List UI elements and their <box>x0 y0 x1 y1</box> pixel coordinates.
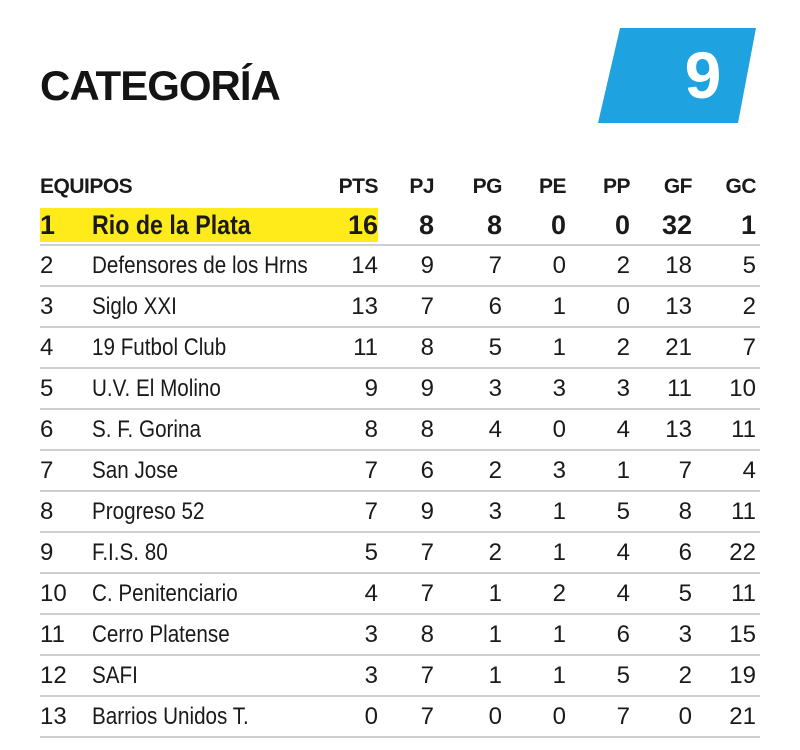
cell-pj: 8 <box>420 621 434 648</box>
cell-pe: 0 <box>552 703 566 730</box>
cell-gf: 5 <box>678 580 692 607</box>
cell-gc: 4 <box>742 457 756 484</box>
cell-pts: 4 <box>364 580 378 607</box>
cell-pos: 9 <box>40 539 54 566</box>
cell-pg: 2 <box>488 457 502 484</box>
cell-gc: 2 <box>742 293 756 320</box>
cell-team: Barrios Unidos T. <box>92 703 249 730</box>
cell-pj: 9 <box>420 498 434 525</box>
cell-pos: 3 <box>40 293 54 320</box>
cell-team: San Jose <box>92 457 179 484</box>
table-row <box>40 287 760 328</box>
table-row <box>40 451 760 492</box>
cell-pg: 5 <box>488 334 502 361</box>
cell-pts: 16 <box>347 210 378 240</box>
cell-pj: 8 <box>418 210 434 240</box>
cell-team: S. F. Gorina <box>92 416 201 443</box>
cell-pp: 2 <box>616 334 630 361</box>
cell-pp: 5 <box>616 662 630 689</box>
cell-pe: 1 <box>552 662 566 689</box>
cell-pg: 2 <box>488 539 502 566</box>
cell-gf: 7 <box>678 457 692 484</box>
cell-pos: 2 <box>40 252 54 279</box>
cell-pe: 3 <box>552 457 566 484</box>
cell-gc: 11 <box>731 416 756 443</box>
header-team: EQUIPOS <box>40 175 133 198</box>
cell-pos: 6 <box>40 416 54 443</box>
header-gc: GC <box>725 175 756 198</box>
cell-team: C. Penitenciario <box>92 580 238 607</box>
cell-pe: 0 <box>550 210 566 240</box>
cell-pe: 2 <box>552 580 566 607</box>
cell-team: Rio de la Plata <box>92 210 251 240</box>
cell-pj: 8 <box>420 334 434 361</box>
cell-pp: 0 <box>614 210 630 240</box>
cell-team: Siglo XXI <box>92 293 177 320</box>
cell-team: SAFI <box>92 662 138 689</box>
category-number: 9 <box>684 38 722 112</box>
cell-gc: 21 <box>729 703 756 730</box>
cell-pts: 8 <box>364 416 378 443</box>
cell-pj: 7 <box>420 539 434 566</box>
cell-pg: 4 <box>488 416 502 443</box>
cell-gf: 13 <box>665 293 692 320</box>
cell-pj: 9 <box>420 252 434 279</box>
cell-pos: 7 <box>40 457 54 484</box>
cell-pg: 0 <box>488 703 502 730</box>
cell-pp: 6 <box>616 621 630 648</box>
cell-pos: 5 <box>40 375 54 402</box>
cell-pts: 14 <box>351 252 378 279</box>
cell-gc: 11 <box>731 580 756 607</box>
table-row <box>40 410 760 451</box>
cell-pg: 8 <box>486 210 502 240</box>
table-row <box>40 574 760 615</box>
cell-pg: 1 <box>488 662 502 689</box>
cell-pts: 11 <box>353 334 378 361</box>
cell-gf: 11 <box>667 375 692 402</box>
table-row <box>40 246 760 287</box>
cell-pos: 11 <box>40 621 65 648</box>
header-pts: PTS <box>338 175 378 198</box>
cell-pos: 13 <box>40 703 67 730</box>
cell-team: Defensores de los Hrns <box>92 252 308 279</box>
cell-pe: 0 <box>552 252 566 279</box>
table-row <box>40 492 760 533</box>
header-gf: GF <box>663 175 692 198</box>
cell-pos: 12 <box>40 662 67 689</box>
cell-pg: 6 <box>488 293 502 320</box>
header-pe: PE <box>538 175 566 198</box>
cell-pg: 1 <box>488 621 502 648</box>
cell-gf: 3 <box>678 621 692 648</box>
page-title: CATEGORÍA <box>40 62 280 109</box>
cell-pj: 7 <box>420 703 434 730</box>
cell-team: F.I.S. 80 <box>92 539 168 566</box>
cell-team: U.V. El Molino <box>92 375 221 402</box>
cell-pts: 7 <box>364 457 378 484</box>
cell-pts: 13 <box>351 293 378 320</box>
cell-gf: 2 <box>678 662 692 689</box>
cell-gc: 7 <box>742 334 756 361</box>
cell-pp: 4 <box>616 416 630 443</box>
cell-pos: 10 <box>40 580 67 607</box>
cell-pg: 7 <box>488 252 502 279</box>
cell-pp: 0 <box>616 293 630 320</box>
cell-pe: 0 <box>552 416 566 443</box>
cell-pp: 2 <box>616 252 630 279</box>
cell-team: Cerro Platense <box>92 621 230 648</box>
cell-pe: 1 <box>552 498 566 525</box>
cell-pts: 5 <box>364 539 378 566</box>
cell-pe: 1 <box>552 621 566 648</box>
category-badge <box>598 28 756 123</box>
cell-gf: 6 <box>678 539 692 566</box>
cell-gf: 21 <box>665 334 692 361</box>
cell-pj: 7 <box>420 662 434 689</box>
table-row <box>40 206 760 246</box>
cell-gc: 11 <box>731 498 756 525</box>
cell-team: Progreso 52 <box>92 498 205 525</box>
header-pp: PP <box>602 175 630 198</box>
table-row <box>40 533 760 574</box>
cell-pj: 9 <box>420 375 434 402</box>
cell-gc: 22 <box>729 539 756 566</box>
cell-gc: 5 <box>742 252 756 279</box>
header-pj: PJ <box>409 175 434 198</box>
header-pg: PG <box>472 175 502 198</box>
cell-pj: 7 <box>420 580 434 607</box>
cell-pe: 1 <box>552 539 566 566</box>
standings-table <box>40 168 760 738</box>
table-row <box>40 656 760 697</box>
cell-pg: 3 <box>488 498 502 525</box>
cell-pp: 4 <box>616 539 630 566</box>
cell-team: 19 Futbol Club <box>92 334 227 361</box>
cell-gf: 32 <box>661 210 692 240</box>
cell-gf: 13 <box>665 416 692 443</box>
cell-gf: 18 <box>665 252 692 279</box>
table-row <box>40 369 760 410</box>
cell-pos: 4 <box>40 334 54 361</box>
cell-gf: 0 <box>678 703 692 730</box>
cell-pts: 3 <box>364 621 378 648</box>
cell-pp: 3 <box>616 375 630 402</box>
cell-pp: 4 <box>616 580 630 607</box>
cell-pp: 7 <box>616 703 630 730</box>
cell-gf: 8 <box>678 498 692 525</box>
cell-pos: 8 <box>40 498 54 525</box>
cell-pe: 1 <box>552 293 566 320</box>
cell-pg: 1 <box>488 580 502 607</box>
table-row <box>40 615 760 656</box>
cell-pp: 1 <box>616 457 630 484</box>
table-row <box>40 697 760 738</box>
cell-gc: 19 <box>729 662 756 689</box>
cell-pj: 6 <box>420 457 434 484</box>
cell-pj: 8 <box>420 416 434 443</box>
cell-gc: 10 <box>729 375 756 402</box>
cell-pe: 3 <box>552 375 566 402</box>
cell-pts: 7 <box>364 498 378 525</box>
cell-pp: 5 <box>616 498 630 525</box>
table-row <box>40 328 760 369</box>
cell-gc: 15 <box>729 621 756 648</box>
table-header <box>40 168 760 206</box>
cell-pe: 1 <box>552 334 566 361</box>
table-body <box>40 206 760 738</box>
cell-pg: 3 <box>488 375 502 402</box>
cell-gc: 1 <box>740 210 756 240</box>
cell-pts: 9 <box>364 375 378 402</box>
cell-pts: 0 <box>364 703 378 730</box>
cell-pj: 7 <box>420 293 434 320</box>
cell-pos: 1 <box>40 210 56 240</box>
cell-pts: 3 <box>364 662 378 689</box>
